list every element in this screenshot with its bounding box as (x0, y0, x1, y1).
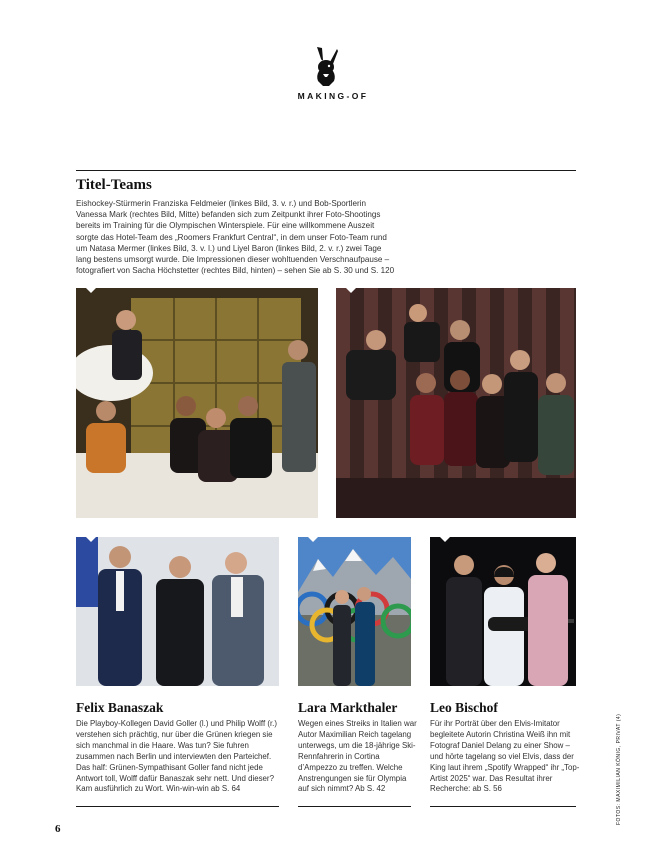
top-divider (76, 170, 576, 171)
photo-credit: FOTOS: MAXIMILIAN KÖNIG, PRIVAT (4) (616, 713, 622, 825)
intro-body: Eishockey-Stürmerin Franziska Feldmeier (linkes Bild, 3. v. r.) und Bob-Sportlerin Vanessa Mark (rechtes Bild, Mitte) befanden sich zum Zeitpunkt ihrer Foto-Shootings bereits im Training für die Olympischen Winterspiele. Für eine willkommene Auszeit sorgte das Hotel-Team des „Roomers Frankfurt Central“, in dem unser Foto-Team rund um Natasa Mermer (linkes Bild, 3. v. l.) und Liyel Baron (linkes Bild, 2. v. r.) zwei Tage lang bestens umsorgt wurde. Die Impressionen dieser wohltuenden Verschnaufpause – fotografiert von Sacha Höchstetter (rechtes Bild, hinten) – sehen Sie ab S. 30 und S. 120 (76, 199, 395, 276)
photo-notch (346, 288, 356, 293)
bischof-photo (430, 537, 576, 686)
card-divider (76, 806, 279, 807)
contributor-name-banaszak: Felix Banaszak (76, 700, 164, 715)
page-number: 6 (55, 823, 61, 835)
card-divider (430, 806, 576, 807)
card-divider (298, 806, 411, 807)
photo-notch (308, 537, 318, 542)
contributor-body-bischof: Für ihr Porträt über den Elvis-Imitator begleitete Autorin Christina Weiß ihn mit Fotograf Daniel Delang zu einer Show – und hörte tagelang so viel Elvis, dass der King laut ihrem „Spotify Wrapped“ ihr „Top-Artist 2025“ war. Das Resultat ihrer Recherche: ab S. 56 (430, 719, 580, 794)
contributor-body-banaszak: Die Playboy-Kollegen David Goller (l.) und Philip Wolff (r.) verstehen sich prächtig, nur über die Grünen kriegen sie sich manchmal in die Haare. Was tun? Sie fuhren zusammen nach Berlin und interviewten den Parteichef. Das half: Grünen-Sympathisant Goller fand nicht jede Antwort toll, Wolff dafür Banaszak sehr nett. Und dieser? Kam ausführlich zu Wort. Win-win-win ab S. 64 (76, 719, 278, 794)
photo-notch (86, 288, 96, 293)
banaszak-photo (76, 537, 279, 686)
bunny-logo-icon (310, 45, 342, 87)
photo-notch (440, 537, 450, 542)
team-photo-left (76, 288, 318, 518)
team-photo-right (336, 288, 576, 518)
contributor-body-markthaler: Wegen eines Streiks in Italien war Autor Maximilian Reich tagelang unterwegs, um die 18-jährige Ski-Rennfahrerin in Cortina d’Ampezzo zu treffen. Welche Anstrengungen sie für Olympia auf sich nimmt? Ab S. 42 (298, 719, 417, 794)
markthaler-photo (298, 537, 411, 686)
photo-notch (86, 537, 96, 542)
contributor-name-markthaler: Lara Markthaler (298, 700, 398, 715)
contributor-name-bischof: Leo Bischof (430, 700, 498, 715)
intro-title: Titel-Teams (76, 177, 152, 193)
section-label: MAKING-OF (297, 91, 369, 101)
